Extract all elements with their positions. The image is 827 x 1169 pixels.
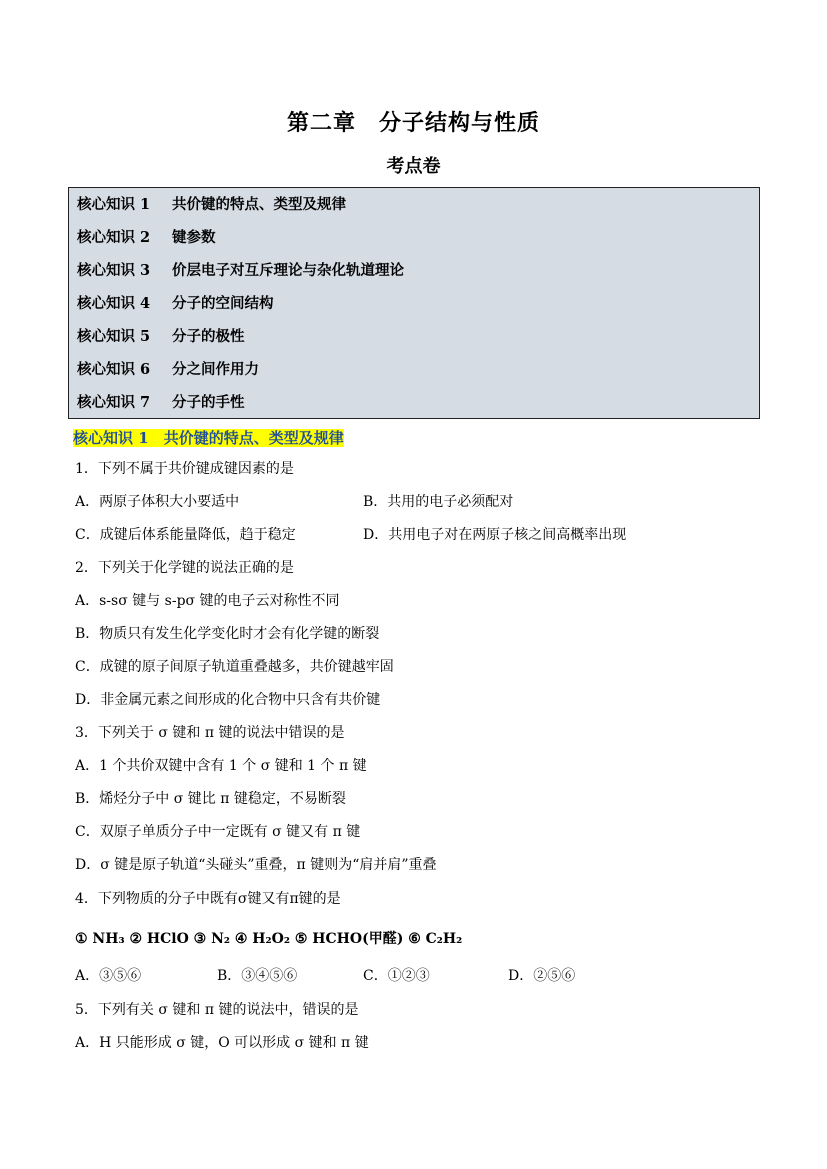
question-stem: 5．下列有关 σ 键和 π 键的说法中，错误的是 [75,1002,359,1018]
option-b: B．物质只有发生化学变化时才会有化学键的断裂 [75,626,380,642]
option-a: A．③⑤⑥ [75,968,142,984]
toc-item [77,326,245,348]
option-d: D．②⑤⑥ [508,968,576,984]
section-heading-number: 核心知识 1 [73,429,149,447]
toc-item-number: 核心知识 3 [77,262,151,279]
toc-item [77,392,245,414]
toc-item-number: 核心知识 7 [77,394,151,411]
option-a: A．1 个共价双键中含有 1 个 σ 键和 1 个 π 键 [75,758,367,774]
toc-item-label: 分子的极性 [172,328,245,345]
toc-item-number: 核心知识 2 [77,229,151,246]
option-a: A．H 只能形成 σ 键，O 可以形成 σ 键和 π 键 [75,1035,369,1051]
toc-box [68,187,760,419]
option-d: D．非金属元素之间形成的化合物中只含有共价键 [75,692,381,708]
option-a: A．s-sσ 键与 s-pσ 键的电子云对称性不同 [75,593,340,609]
option-a: A．两原子体积大小要适中 [75,494,240,510]
option-d: D．共用电子对在两原子核之间高概率出现 [363,527,627,543]
page-title: 第二章 分子结构与性质 [286,110,540,136]
toc-item [77,194,346,216]
toc-item-label: 键参数 [172,229,216,246]
option-c: C．成键后体系能量降低，趋于稳定 [75,527,296,543]
toc-item [77,227,216,249]
toc-item-label: 共价键的特点、类型及规律 [172,196,346,213]
question-stem: 1．下列不属于共价键成键因素的是 [75,461,294,477]
toc-item-label: 分子的手性 [172,394,245,411]
toc-item-number: 核心知识 6 [77,361,151,378]
toc-item [77,359,259,381]
option-b: B．③④⑤⑥ [217,968,298,984]
substance-list: ① NH₃ ② HClO ③ N₂ ④ H₂O₂ ⑤ HCHO(甲醛) ⑥ C₂H₂ [75,931,463,947]
toc-item-number: 核心知识 4 [77,295,151,312]
option-c: C．①②③ [363,968,430,984]
page-subtitle: 考点卷 [386,156,441,177]
question-stem: 2．下列关于化学键的说法正确的是 [75,560,294,576]
toc-item-number: 核心知识 1 [77,196,151,213]
question-stem: 3．下列关于 σ 键和 π 键的说法中错误的是 [75,725,345,741]
option-b: B．烯烃分子中 σ 键比 π 键稳定，不易断裂 [75,791,346,807]
toc-item [77,293,274,315]
toc-item [77,260,404,282]
toc-item-label: 价层电子对互斥理论与杂化轨道理论 [172,262,404,279]
question-stem: 4．下列物质的分子中既有σ键又有π键的是 [75,891,341,907]
section-heading [73,426,344,450]
toc-item-label: 分子的空间结构 [172,295,274,312]
toc-item-number: 核心知识 5 [77,328,151,345]
option-c: C．成键的原子间原子轨道重叠越多，共价键越牢固 [75,659,394,675]
option-b: B．共用的电子必须配对 [363,494,514,510]
section-heading-label: 共价键的特点、类型及规律 [163,429,344,447]
toc-item-label: 分之间作用力 [172,361,259,378]
option-d: D．σ 键是原子轨道“头碰头”重叠，π 键则为“肩并肩”重叠 [75,857,437,873]
option-c: C．双原子单质分子中一定既有 σ 键又有 π 键 [75,824,361,840]
